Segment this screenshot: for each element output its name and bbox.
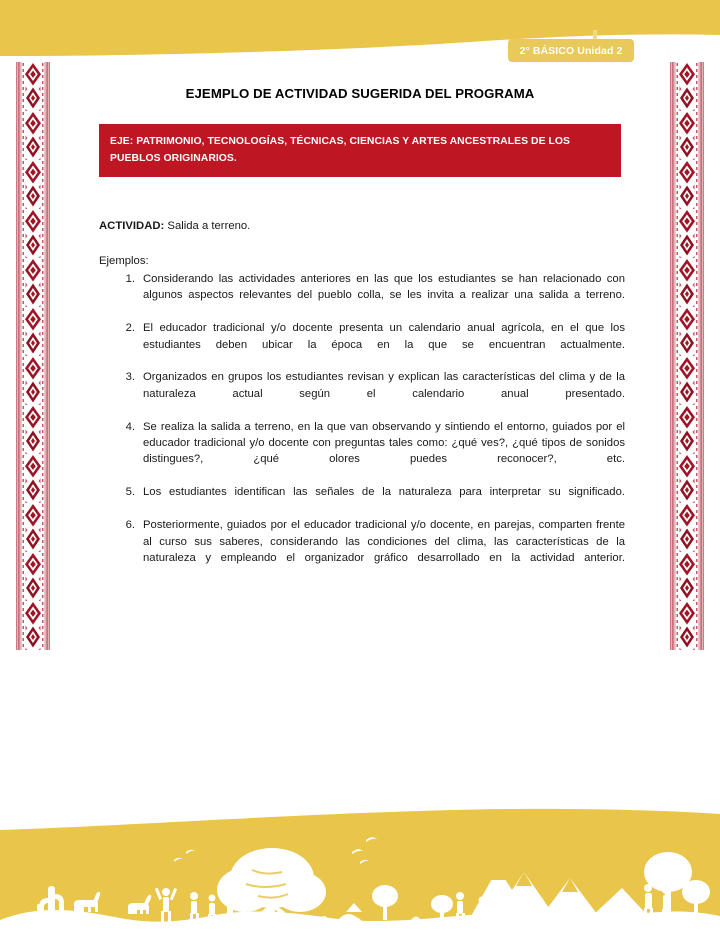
list-item-text: Los estudiantes identifican las señales de la naturaleza para interpretar su significado. [143, 486, 625, 499]
list-item-text: Organizados en grupos los estudiantes revisan y explican las características del clima y de la naturaleza actual según el calendario anual presentado. [143, 371, 625, 400]
examples-label: Ejemplos: [99, 255, 149, 267]
andean-landscape-silhouette [0, 800, 720, 932]
unit-badge: 2° BÁSICO Unidad 2 [508, 39, 634, 62]
list-item [113, 517, 625, 583]
list-item-number: 6. [125, 519, 135, 532]
activity-label: ACTIVIDAD: [99, 220, 165, 232]
page-title: EJEMPLO DE ACTIVIDAD SUGERIDA DEL PROGRAMA [185, 86, 535, 101]
list-item-text: El educador tradicional y/o docente presenta un calendario anual agrícola, en el que los estudiantes deben ubicar la época en la que se encuentran actualmente. [143, 322, 625, 351]
list-item [113, 419, 625, 485]
list-item-text: Considerando las actividades anteriores en las que los estudiantes se han relacionado con algunos aspectos relevantes del pueblo colla, se les invita a realizar una salida a terreno. [143, 273, 625, 302]
list-item [113, 271, 625, 320]
list-item-number: 3. [125, 371, 135, 384]
list-item-number: 2. [125, 322, 135, 335]
andean-textile-border-left [14, 62, 52, 650]
list-item [113, 320, 625, 369]
list-item-text: Se realiza la salida a terreno, en la que van observando y sintiendo el entorno, guiados por el educador tradicional y/o docente con preguntas tales como: ¿qué ves?, ¿qué tipos de sonidos distingues?, ¿qué olores puedes reconocer?, etc. [143, 420, 625, 466]
list-item-number: 5. [125, 486, 135, 499]
eje-banner: EJE: PATRIMONIO, TECNOLOGÍAS, TÉCNICAS, CIENCIAS Y ARTES ANCESTRALES DE LOS PUEBLOS ORIGINARIOS. [99, 124, 621, 177]
examples-list [113, 271, 625, 583]
list-item [113, 484, 625, 517]
activity-value: Salida a terreno. [167, 220, 251, 232]
list-item [113, 369, 625, 418]
list-item-text: Posteriormente, guiados por el educador tradicional y/o docente, en parejas, comparten frente al curso sus saberes, considerando las condiciones del clima, las características de la naturaleza y empleando el organizador gráfico desarrollado en la actividad anterior. [143, 519, 625, 564]
list-item-number: 1. [125, 273, 135, 285]
activity-line [99, 220, 624, 232]
list-item-number: 4. [125, 420, 135, 433]
andean-textile-border-right [668, 62, 706, 650]
